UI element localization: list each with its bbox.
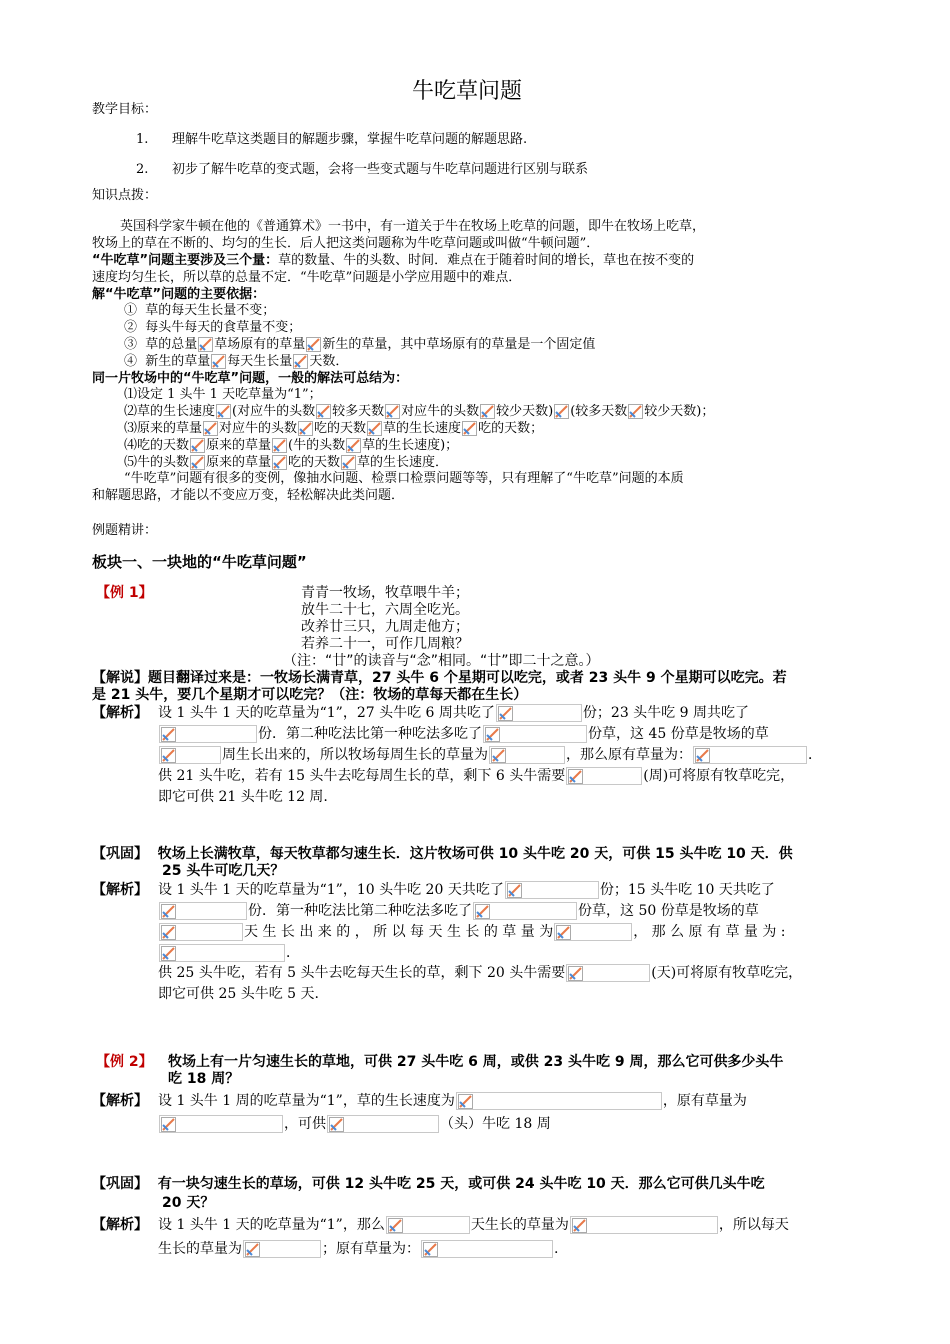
formula-image — [473, 902, 577, 920]
intro-rest: 草的数量、牛的头数、时间．难点在于随着时间的增长，草也在按不变的 — [278, 253, 695, 268]
solution-line — [158, 1115, 551, 1133]
broken-image-icon — [572, 1218, 587, 1233]
step-text: 对应牛的头数 — [401, 404, 480, 419]
broken-image-icon — [485, 727, 500, 742]
solution-line — [158, 746, 822, 764]
basis-text: 草场原有的草量 — [214, 337, 306, 352]
basis-item-4 — [124, 353, 348, 370]
step-text: 草的生长速度)； — [362, 438, 459, 453]
goal-2-text: 初步了解牛吃草的变式题，会将一些变式题与牛吃草问题进行区别与联系 — [172, 162, 589, 177]
broken-image-icon — [388, 1218, 403, 1233]
broken-image-icon — [329, 1117, 344, 1132]
broken-image-icon — [190, 438, 205, 453]
broken-image-icon — [423, 1242, 438, 1257]
broken-image-icon — [161, 925, 176, 940]
solution-text: 供 25 头牛吃，若有 5 头牛去吃每天生长的草，剩下 20 头牛需要 — [158, 965, 566, 981]
practice-1-question-line-1 — [92, 845, 793, 863]
broken-image-icon — [695, 748, 710, 763]
formula-image — [243, 1240, 321, 1258]
solution-text: 份．第二种吃法比第一种吃法多吃了 — [258, 726, 482, 742]
formula-image — [386, 1216, 470, 1234]
basis-text: 草的总量 — [145, 337, 198, 352]
intro-line-1: 英国科学家牛顿在他的《普通算术》一书中，有一道关于牛在牧场上吃草的问题，即牛在牧场上吃草， — [120, 219, 706, 234]
broken-image-icon — [198, 337, 213, 352]
step-text: 较少天数) — [496, 404, 554, 419]
step-text: 草的生长速度． — [357, 455, 449, 470]
broken-image-icon — [272, 455, 287, 470]
question-text: 有一块匀速生长的草场，可供 12 头牛吃 25 天，或可供 24 头牛吃 10 天．那么它可供几头牛吃 — [157, 1176, 765, 1192]
broken-image-icon — [554, 404, 569, 419]
step-text: 吃的天数 — [314, 421, 367, 436]
step-text: (对应牛的头数 — [232, 404, 316, 419]
basis-text: 每头牛每天的食草量不变； — [145, 320, 302, 335]
method-step-4 — [124, 437, 458, 454]
broken-image-icon — [491, 748, 506, 763]
step-text: 原来的草量 — [206, 455, 272, 470]
solution-text: 生长的草量为 — [158, 1241, 242, 1257]
poem-line: 青青一牧场，牧草喂牛羊； — [301, 585, 469, 601]
poem-line: 改养廿三只，九周走他方； — [301, 619, 469, 635]
solution-text: 天 生 长 出 来 的 ， 所 以 每 天 生 长 的 草 量 为 — [244, 924, 554, 940]
example-2-question-line-1: 牧场上有一片匀速生长的草地，可供 27 头牛吃 6 周，或供 23 头牛吃 9 周，那么它可供多少头牛 — [168, 1054, 784, 1070]
formula-image — [159, 725, 257, 743]
step-text: ⑸牛的头数 — [124, 455, 190, 470]
broken-image-icon — [161, 727, 176, 742]
method-heading: 同一片牧场中的“牛吃草”问题，一般的解法可总结为： — [92, 371, 409, 386]
broken-image-icon — [316, 404, 331, 419]
basis-mark: ④ — [124, 354, 138, 369]
formula-image — [456, 1092, 662, 1110]
practice-tag: 【巩固】 — [92, 846, 148, 862]
step-text: 较多天数 — [332, 404, 385, 419]
solution-text: ，那么原有草量为： — [566, 747, 692, 763]
solution-text: 份．第一种吃法比第二种吃法多吃了 — [248, 903, 472, 919]
solution-text: 设 1 头牛 1 天的吃草量为“1”，27 头牛吃 6 周共吃了 — [158, 705, 495, 721]
broken-image-icon — [568, 769, 583, 784]
solution-text: ， 那 么 原 有 草 量 为 : — [633, 924, 786, 940]
broken-image-icon — [346, 438, 361, 453]
page-title: 牛吃草问题 — [412, 79, 523, 104]
broken-image-icon — [216, 404, 231, 419]
broken-image-icon — [385, 404, 400, 419]
solution-tag: 【解析】 — [92, 1093, 148, 1109]
intro-line-3 — [92, 252, 694, 269]
intro-line-2: 牧场上的草在不断的、均匀的生长．后人把这类问题称为牛吃草问题或叫做“牛顿问题”． — [92, 236, 600, 251]
step-text: ⑵草的生长速度 — [124, 404, 216, 419]
formula-image — [159, 923, 243, 941]
broken-image-icon — [272, 438, 287, 453]
example-2-question-line-2: 吃 18 周？ — [168, 1071, 240, 1087]
broken-image-icon — [161, 1117, 176, 1132]
solution-tag: 【解析】 — [92, 882, 148, 898]
explanation-line-2: 是 21 头牛，要几个星期才可以吃完？（注：牧场的草每天都在生长） — [92, 687, 528, 703]
step-text: 草的生长速度 — [383, 421, 462, 436]
formula-image — [505, 881, 599, 899]
solution-text: 天生长的草量为 — [470, 1217, 569, 1233]
solution-line — [158, 1092, 747, 1110]
solution-text: 设 1 头牛 1 天的吃草量为“1”，那么 — [158, 1217, 385, 1233]
solution-line — [158, 964, 802, 982]
poem-line: 若养二十一，可作几周粮？ — [301, 636, 469, 652]
practice-tag: 【巩固】 — [92, 1176, 148, 1192]
practice-2-question-line-1 — [92, 1175, 765, 1193]
formula-image — [421, 1240, 553, 1258]
basis-mark: ② — [124, 320, 138, 335]
solution-text: (天)可将原有牧草吃完， — [651, 965, 803, 981]
step-text: 对应牛的头数 — [219, 421, 298, 436]
step-text: (较多天数 — [570, 404, 628, 419]
solution-line — [158, 767, 794, 785]
practice-1-question-line-2: 25 头牛可吃几天？ — [162, 863, 285, 879]
method-para-line-2: 和解题思路，才能以不变应万变，轻松解决此类问题． — [92, 488, 405, 503]
solution-text: 份；15 头牛吃 10 天共吃了 — [599, 882, 775, 898]
solution-text: ． — [286, 945, 300, 961]
formula-image — [159, 944, 285, 962]
solution-line: 即它可供 25 头牛吃 5 天. — [158, 986, 319, 1002]
solution-text: 份草，这 45 份草是牧场的草 — [588, 726, 769, 742]
broken-image-icon — [475, 904, 490, 919]
solution-tag: 【解析】 — [92, 1217, 148, 1233]
explanation-line-1 — [92, 669, 787, 687]
method-step-1: ⑴设定 1 头牛 1 天吃草量为“1”； — [124, 387, 322, 402]
broken-image-icon — [161, 946, 176, 961]
solution-text: ；原有草量为： — [322, 1241, 420, 1257]
method-step-3 — [124, 420, 543, 437]
basis-text: 新生的草量，其中草场原有的草量是一个固定值 — [322, 337, 596, 352]
basis-text: 草的每天生长量不变； — [145, 303, 276, 318]
broken-image-icon — [341, 455, 356, 470]
formula-image — [327, 1115, 439, 1133]
broken-image-icon — [211, 354, 226, 369]
solution-text: ． — [808, 747, 822, 763]
broken-image-icon — [507, 883, 522, 898]
basis-text: 天数． — [309, 354, 349, 369]
formula-image — [554, 923, 632, 941]
basis-item-3 — [124, 336, 595, 353]
formula-image — [693, 746, 807, 764]
solution-line — [158, 923, 786, 941]
formula-image — [496, 704, 582, 722]
solution-text: 份；23 头牛吃 9 周共吃了 — [582, 705, 749, 721]
examples-label: 例题精讲： — [92, 523, 158, 538]
basis-mark: ③ — [124, 337, 138, 352]
step-text: 吃的天数 — [288, 455, 341, 470]
broken-image-icon — [458, 1094, 473, 1109]
goals-label: 教学目标： — [92, 102, 158, 117]
intro-line-4: 速度均匀生长，所以草的总量不定．“牛吃草”问题是小学应用题中的难点． — [92, 270, 522, 285]
solution-line — [158, 881, 775, 899]
method-step-2 — [124, 403, 714, 420]
intro-bold: “牛吃草”问题主要涉及三个量： — [92, 253, 279, 268]
basis-mark: ① — [124, 303, 138, 318]
goal-2-number: 2. — [136, 162, 149, 177]
explanation-text: 题目翻译过来是：一牧场长满青草，27 头牛 6 个星期可以吃完，或者 23 头牛 9 个星期可以吃完。若 — [148, 670, 787, 686]
poem-note: （注：“廿”的读音与“念”相同。“廿”即二十之意。） — [283, 653, 600, 669]
solution-text: （头）牛吃 18 周 — [440, 1116, 551, 1132]
basis-heading: 解“牛吃草”问题的主要依据： — [92, 287, 266, 302]
step-text: ⑶原来的草量 — [124, 421, 203, 436]
broken-image-icon — [293, 354, 308, 369]
broken-image-icon — [203, 421, 218, 436]
step-text: 原来的草量 — [206, 438, 272, 453]
step-text: 较少天数)； — [644, 404, 715, 419]
formula-image — [566, 767, 642, 785]
formula-image — [159, 746, 221, 764]
solution-text: 周生长出来的，所以牧场每周生长的草量为 — [222, 747, 488, 763]
solution-line — [158, 902, 759, 920]
solution-line — [158, 704, 749, 722]
step-text: (牛的头数 — [288, 438, 346, 453]
question-text: 牧场上长满牧草，每天牧草都匀速生长．这片牧场可供 10 头牛吃 20 天，可供 15 头牛吃 10 天．供 — [157, 846, 793, 862]
broken-image-icon — [462, 421, 477, 436]
poem-line: 放牛二十七，六周全吃光。 — [301, 602, 469, 618]
formula-image — [570, 1216, 718, 1234]
section-heading: 板块一、一块地的“牛吃草问题” — [92, 553, 307, 571]
broken-image-icon — [245, 1242, 260, 1257]
method-step-5 — [124, 454, 448, 471]
broken-image-icon — [568, 966, 583, 981]
broken-image-icon — [367, 421, 382, 436]
example-1-tag: 【例 1】 — [96, 585, 153, 601]
formula-image — [159, 902, 247, 920]
goal-1-text: 理解牛吃草这类题目的解题步骤，掌握牛吃草问题的解题思路. — [172, 132, 528, 147]
broken-image-icon — [306, 337, 321, 352]
broken-image-icon — [480, 404, 495, 419]
formula-image — [159, 1115, 283, 1133]
solution-line — [158, 1240, 558, 1258]
example-2-tag: 【例 2】 — [96, 1054, 153, 1070]
solution-text: ，原有草量为 — [662, 1093, 747, 1109]
solution-line: 即它可供 21 头牛吃 12 周. — [158, 789, 328, 805]
solution-text: (周)可将原有牧草吃完， — [643, 768, 795, 784]
formula-image — [489, 746, 565, 764]
solution-text: 份草，这 50 份草是牧场的草 — [578, 903, 759, 919]
goal-1-number: 1. — [136, 132, 149, 147]
solution-line — [158, 725, 769, 743]
broken-image-icon — [556, 925, 571, 940]
broken-image-icon — [161, 748, 176, 763]
formula-image — [483, 725, 587, 743]
solution-text: ，可供 — [284, 1116, 326, 1132]
solution-line — [158, 944, 300, 962]
solution-tag: 【解析】 — [92, 705, 148, 721]
basis-text: 新生的草量 — [145, 354, 211, 369]
basis-item-2 — [124, 319, 301, 336]
broken-image-icon — [498, 706, 513, 721]
basis-item-1 — [124, 302, 275, 319]
formula-image — [566, 964, 650, 982]
broken-image-icon — [298, 421, 313, 436]
solution-text: . — [554, 1241, 559, 1257]
solution-line — [158, 1216, 789, 1234]
solution-text: 供 21 头牛吃，若有 15 头牛去吃每周生长的草，剩下 6 头牛需要 — [158, 768, 566, 784]
step-text: ⑷吃的天数 — [124, 438, 190, 453]
broken-image-icon — [190, 455, 205, 470]
step-text: 吃的天数； — [478, 421, 544, 436]
explanation-tag: 【解说】 — [92, 670, 148, 686]
solution-text: ，所以每天 — [718, 1217, 789, 1233]
broken-image-icon — [628, 404, 643, 419]
solution-text: 设 1 头牛 1 周的吃草量为“1”，草的生长速度为 — [158, 1093, 455, 1109]
basis-text: 每天生长量 — [227, 354, 293, 369]
broken-image-icon — [161, 904, 176, 919]
method-para-line-1: “牛吃草”问题有很多的变例，像抽水问题、检票口检票问题等等，只有理解了“牛吃草”问题的本质 — [124, 471, 684, 486]
knowledge-label: 知识点拨： — [92, 188, 158, 203]
solution-text: 设 1 头牛 1 天的吃草量为“1”，10 头牛吃 20 天共吃了 — [158, 882, 504, 898]
practice-2-question-line-2: 20 天？ — [162, 1195, 215, 1211]
